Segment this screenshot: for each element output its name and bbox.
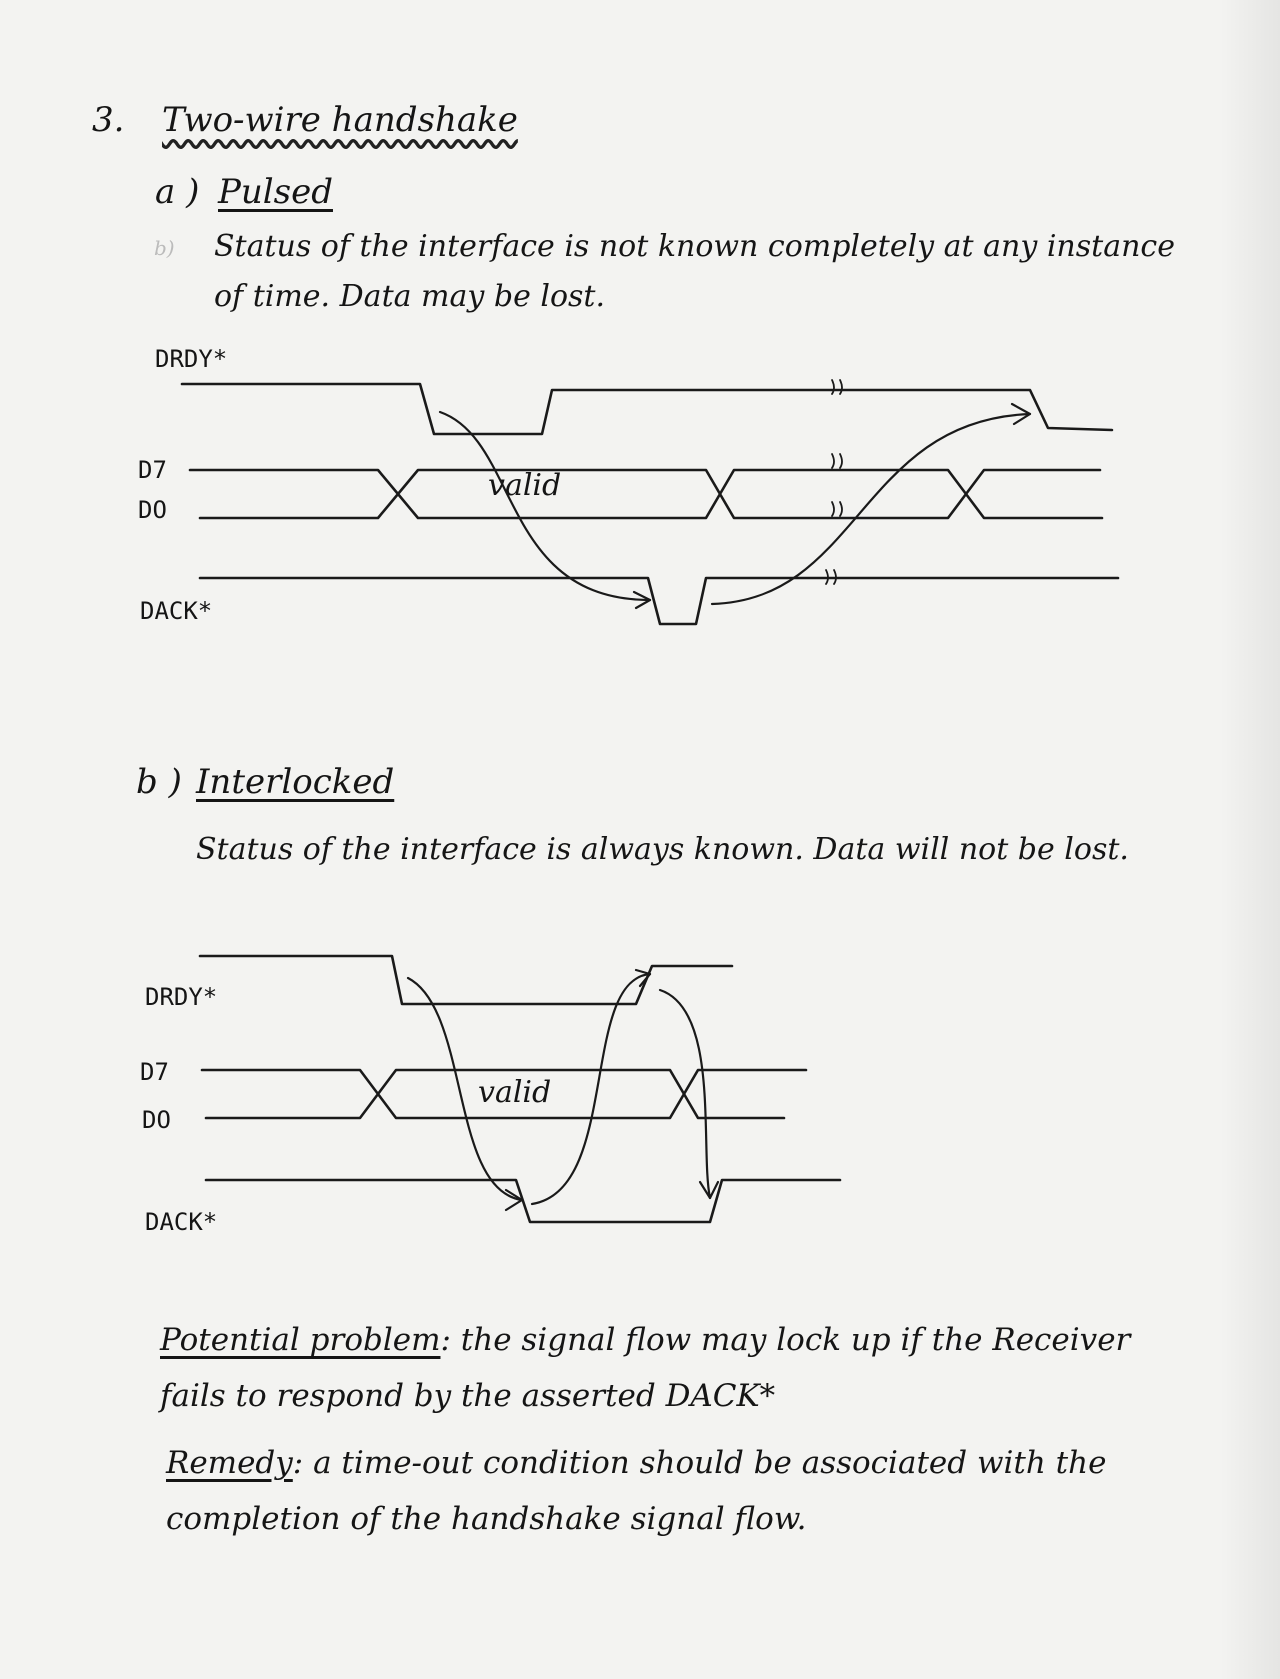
- pulsed-valid-label: valid: [488, 468, 562, 503]
- section-title: Two-wire handshake: [162, 100, 518, 140]
- interlocked-d7-label: D7: [140, 1058, 169, 1086]
- interlocked-d0-label: DO: [142, 1106, 171, 1134]
- remedy-note: [166, 1435, 1206, 1547]
- pulsed-d0-label: DO: [138, 496, 167, 524]
- interlocked-data-bus-waveform: [202, 1070, 806, 1118]
- interlocked-drdy-label: DRDY*: [145, 983, 218, 1011]
- pulsed-dack-label: DACK*: [140, 597, 213, 625]
- pulsed-break-marks: [826, 380, 842, 584]
- interlocked-valid-label: valid: [478, 1075, 552, 1110]
- interlocked-description: Status of the interface is always known. Data will not be lost.: [196, 832, 1129, 867]
- pulsed-d7-label: D7: [138, 456, 167, 484]
- pulsed-flow-arrow-dack-to-drdy: [712, 414, 1030, 604]
- pulsed-drdy-label: DRDY*: [155, 345, 228, 373]
- pulsed-faint-marker: b): [154, 236, 175, 260]
- pulsed-drdy-waveform: [182, 384, 1112, 434]
- remedy-text: : a time-out condition should be associated with the completion of the handshake signal flow.: [166, 1445, 1107, 1537]
- interlocked-dack-waveform: [206, 1180, 840, 1222]
- pulsed-heading: Pulsed: [218, 172, 333, 212]
- pulsed-data-bus-waveform: [190, 470, 1102, 518]
- interlocked-heading-prefix: b ): [136, 762, 182, 802]
- interlocked-heading: Interlocked: [196, 762, 395, 802]
- section-number: 3.: [92, 100, 125, 140]
- pulsed-timing-diagram: [182, 380, 1118, 624]
- interlocked-dack-label: DACK*: [145, 1208, 218, 1236]
- interlocked-flow-arrow-1: [408, 978, 522, 1200]
- remedy-label: Remedy: [166, 1445, 293, 1481]
- interlocked-drdy-waveform: [200, 956, 732, 1004]
- potential-problem-text: : the signal flow may lock up if the Receiver fails to respond by the asserted DACK*: [160, 1322, 1131, 1414]
- pulsed-dack-waveform: [200, 578, 1118, 624]
- potential-problem-note: [160, 1312, 1200, 1424]
- pulsed-description: Status of the interface is not known completely at any instance of time. Data may be lost.: [214, 229, 1175, 314]
- interlocked-flow-arrow-2: [532, 974, 650, 1204]
- interlocked-timing-diagram: [200, 956, 840, 1222]
- pulsed-heading-prefix: a ): [155, 172, 200, 212]
- potential-problem-label: Potential problem: [160, 1322, 441, 1358]
- pulsed-flow-arrow-drdy-to-dack: [440, 412, 650, 600]
